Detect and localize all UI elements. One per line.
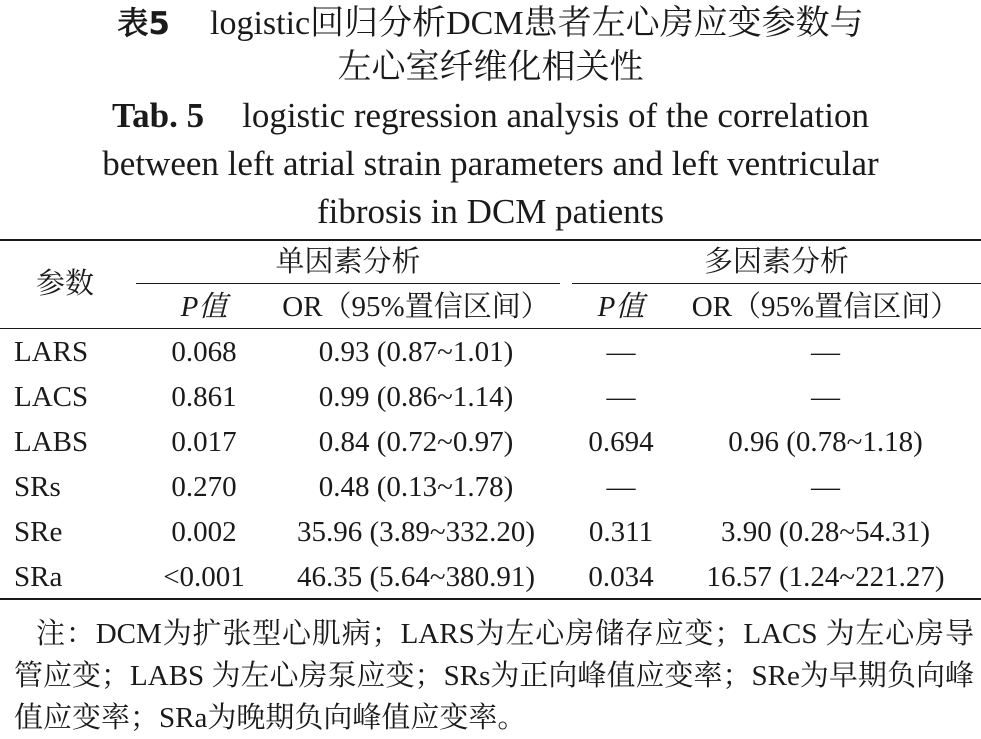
param-cell: SRa (14, 561, 63, 593)
multi-p-cell: 0.311 (588, 516, 654, 548)
multi-or-header: OR（95%置信区间） (691, 291, 960, 323)
multi-p-header: P值 (597, 291, 645, 323)
table-footnote: 注：DCM为扩张型心肌病；LARS为左心房储存应变；LACS 为左心房导管应变；LABS 为左心房泵应变；SRs为正向峰值应变率；SRe为早期负向峰值应变率；SRa为晚期负向峰值应变率。 (14, 618, 974, 734)
multi-or-cell: 0.96 (0.78~1.18) (728, 426, 923, 458)
english-title-line1: logistic regression analysis of the correlation (242, 96, 870, 135)
param-cell: LACS (14, 381, 89, 413)
multivariate-header: 多因素分析 (703, 246, 849, 278)
multi-or-cell: 16.57 (1.24~221.27) (706, 561, 945, 593)
multi-or-cell: — (811, 381, 840, 413)
uni-or-header: OR（95%置信区间） (282, 291, 550, 323)
multivariate-group-rule (572, 283, 981, 284)
english-table-label: Tab. 5 (111, 96, 205, 135)
multi-or-cell: — (811, 471, 840, 503)
table-top-rule (0, 239, 981, 241)
uni-or-cell: 0.48 (0.13~1.78) (318, 471, 514, 503)
multi-p-cell: — (606, 471, 636, 503)
param-cell: LARS (14, 336, 89, 368)
uni-or-cell: 0.93 (0.87~1.01) (318, 336, 514, 368)
param-header: 参数 (35, 268, 94, 300)
english-title-line3: fibrosis in DCM patients (316, 192, 665, 231)
uni-p-cell: <0.001 (163, 561, 245, 593)
uni-or-cell: 46.35 (5.64~380.91) (296, 561, 535, 593)
chinese-title-line2: 左心室纤维化相关性 (337, 49, 644, 86)
multi-or-cell: — (811, 336, 840, 368)
multi-p-cell: — (606, 336, 636, 368)
uni-p-header: P值 (180, 291, 228, 323)
english-title-line2: between left atrial strain parameters and left ventricular (102, 144, 879, 183)
uni-p-cell: 0.002 (171, 516, 237, 548)
english-title (0, 93, 981, 139)
uni-p-cell: 0.861 (171, 381, 237, 413)
chinese-title-line1: logistic回归分析DCM患者左心房应变参数与 (210, 5, 864, 42)
chinese-title (0, 2, 981, 46)
uni-p-cell: 0.017 (171, 426, 237, 458)
multi-p-cell: 0.034 (588, 561, 654, 593)
univariate-header: 单因素分析 (275, 246, 421, 278)
param-cell: LABS (14, 426, 89, 458)
uni-p-cell: 0.068 (171, 336, 237, 368)
param-cell: SRs (14, 471, 61, 503)
multi-p-cell: 0.694 (588, 426, 654, 458)
uni-or-cell: 0.99 (0.86~1.14) (318, 381, 514, 413)
table-bottom-rule (0, 598, 981, 600)
chinese-table-label: 表5 (117, 6, 170, 42)
header-bottom-rule (0, 328, 981, 329)
multi-or-cell: 3.90 (0.28~54.31) (720, 516, 930, 548)
uni-or-cell: 35.96 (3.89~332.20) (296, 516, 535, 548)
param-cell: SRe (14, 516, 63, 548)
uni-p-cell: 0.270 (171, 471, 237, 503)
uni-or-cell: 0.84 (0.72~0.97) (318, 426, 514, 458)
multi-p-cell: — (606, 381, 636, 413)
univariate-group-rule (136, 283, 560, 284)
